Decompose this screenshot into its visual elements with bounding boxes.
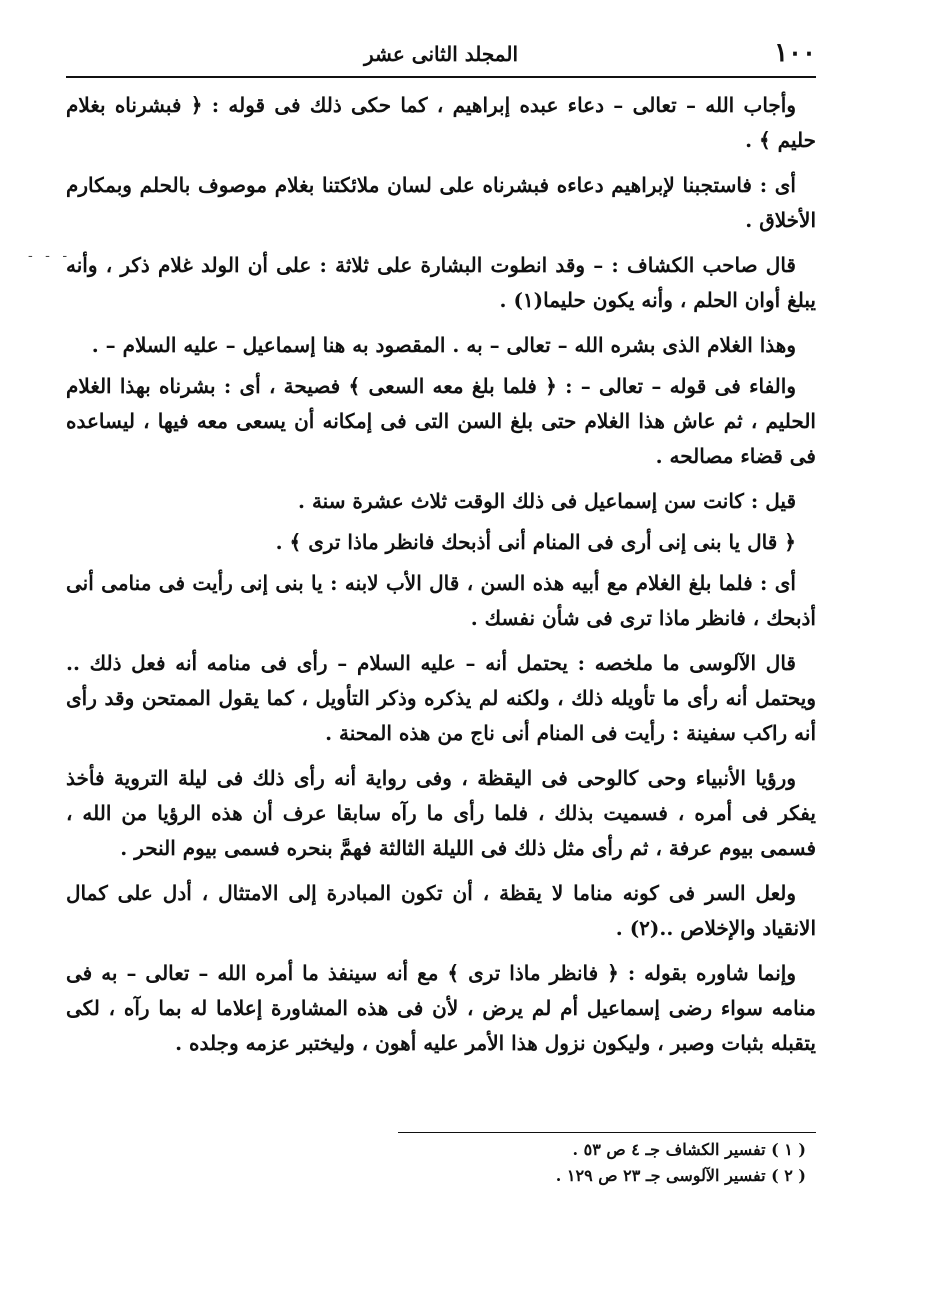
footnote-2: ( ٢ ) تفسير الآلوسى جـ ٢٣ ص ١٢٩ . (555, 1166, 806, 1185)
paragraph-10: ورؤيا الأنبياء وحى كالوحى فى اليقظة ، وفى رواية أنه رأى ذلك فى ليلة التروية فأخذ يفكر فى أمره ، فسميت بذلك ، فلما رأى ما رآه سابقا عرف أن هذه الرؤيا من الله ، فسمى بيوم عرفة ، ثم رأى مثل ذلك فى الليلة الثالثة فهمَّ بنحره فسمى بيوم النحر . (66, 766, 816, 860)
footnotes (398, 1137, 806, 1189)
paragraph-6: قيل : كانت سن إسماعيل فى ذلك الوقت ثلاث عشرة سنة . (298, 489, 796, 513)
paragraph-2: أى : فاستجبنا لإبراهيم دعاءه فبشرناه على لسان ملائكتنا بغلام موصوف بالحلم وبمكارم الأخلاق . (66, 173, 816, 232)
paragraph-3: قال صاحب الكشاف : – وقد انطوت البشارة على ثلاثة : على أن الولد غلام ذكر ، وأنه يبلغ أوان الحلم ، وأنه يكون حليما(١) . (66, 253, 816, 312)
footnote-rule (398, 1132, 816, 1133)
running-title: المجلد الثانى عشر (364, 42, 518, 66)
paragraph-12: وإنما شاوره بقوله : ﴿ فانظر ماذا ترى ﴾ مع أنه سينفذ ما أمره الله – تعالى – به فى منامه سواء رضى إسماعيل أم لم يرض ، لأن فى هذه المشاورة إعلاما له بما رآه ، لكى يتقبله بثبات وصبر ، وليكون نزول هذا الأمر عليه أهون ، وليختبر عزمه وجلده . (66, 961, 816, 1055)
margin-mark: - - - (28, 248, 72, 264)
footnote-1: ( ١ ) تفسير الكشاف جـ ٤ ص ٥٣ . (572, 1140, 806, 1159)
body-text (66, 88, 816, 1071)
paragraph-8: أى : فلما بلغ الغلام مع أبيه هذه السن ، قال الأب لابنه : يا بنى إنى رأيت فى منامى أنى أذبحك ، فانظر ماذا ترى فى شأن نفسك . (66, 571, 816, 630)
paragraph-9: قال الآلوسى ما ملخصه : يحتمل أنه – عليه السلام – رأى فى منامه أنه فعل ذلك .. ويحتمل أنه رأى ما تأويله ذلك ، ولكنه لم يذكره وذكر التأويل ، كما يقول الممتحن وقد رأى أنه راكب سفينة : رأيت فى المنام أنى ناج من هذه المحنة . (66, 651, 816, 745)
paragraph-7: ﴿ قال يا بنى إنى أرى فى المنام أنى أذبحك فانظر ماذا ترى ﴾ . (275, 530, 796, 554)
page-header (66, 30, 816, 78)
paragraph-11: ولعل السر فى كونه مناما لا يقظة ، أن تكون المبادرة إلى الامتثال ، أدل على كمال الانقياد والإخلاص ..(٢) . (66, 881, 816, 940)
header-rule (66, 76, 816, 78)
paragraph-4: وهذا الغلام الذى بشره الله – تعالى – به . المقصود به هنا إسماعيل – عليه السلام – . (91, 333, 796, 357)
paragraph-5: والفاء فى قوله – تعالى – : ﴿ فلما بلغ معه السعى ﴾ فصيحة ، أى : بشرناه بهذا الغلام الحليم ، ثم عاش هذا الغلام حتى بلغ السن التى فى إمكانه أن يسعى معه فيها ، ليساعده فى قضاء مصالحه . (66, 374, 816, 468)
paragraph-1: وأجاب الله – تعالى – دعاء عبده إبراهيم ، كما حكى ذلك فى قوله : ﴿ فبشرناه بغلام حليم ﴾ . (66, 93, 816, 152)
page-number: ١٠٠ (774, 38, 816, 68)
